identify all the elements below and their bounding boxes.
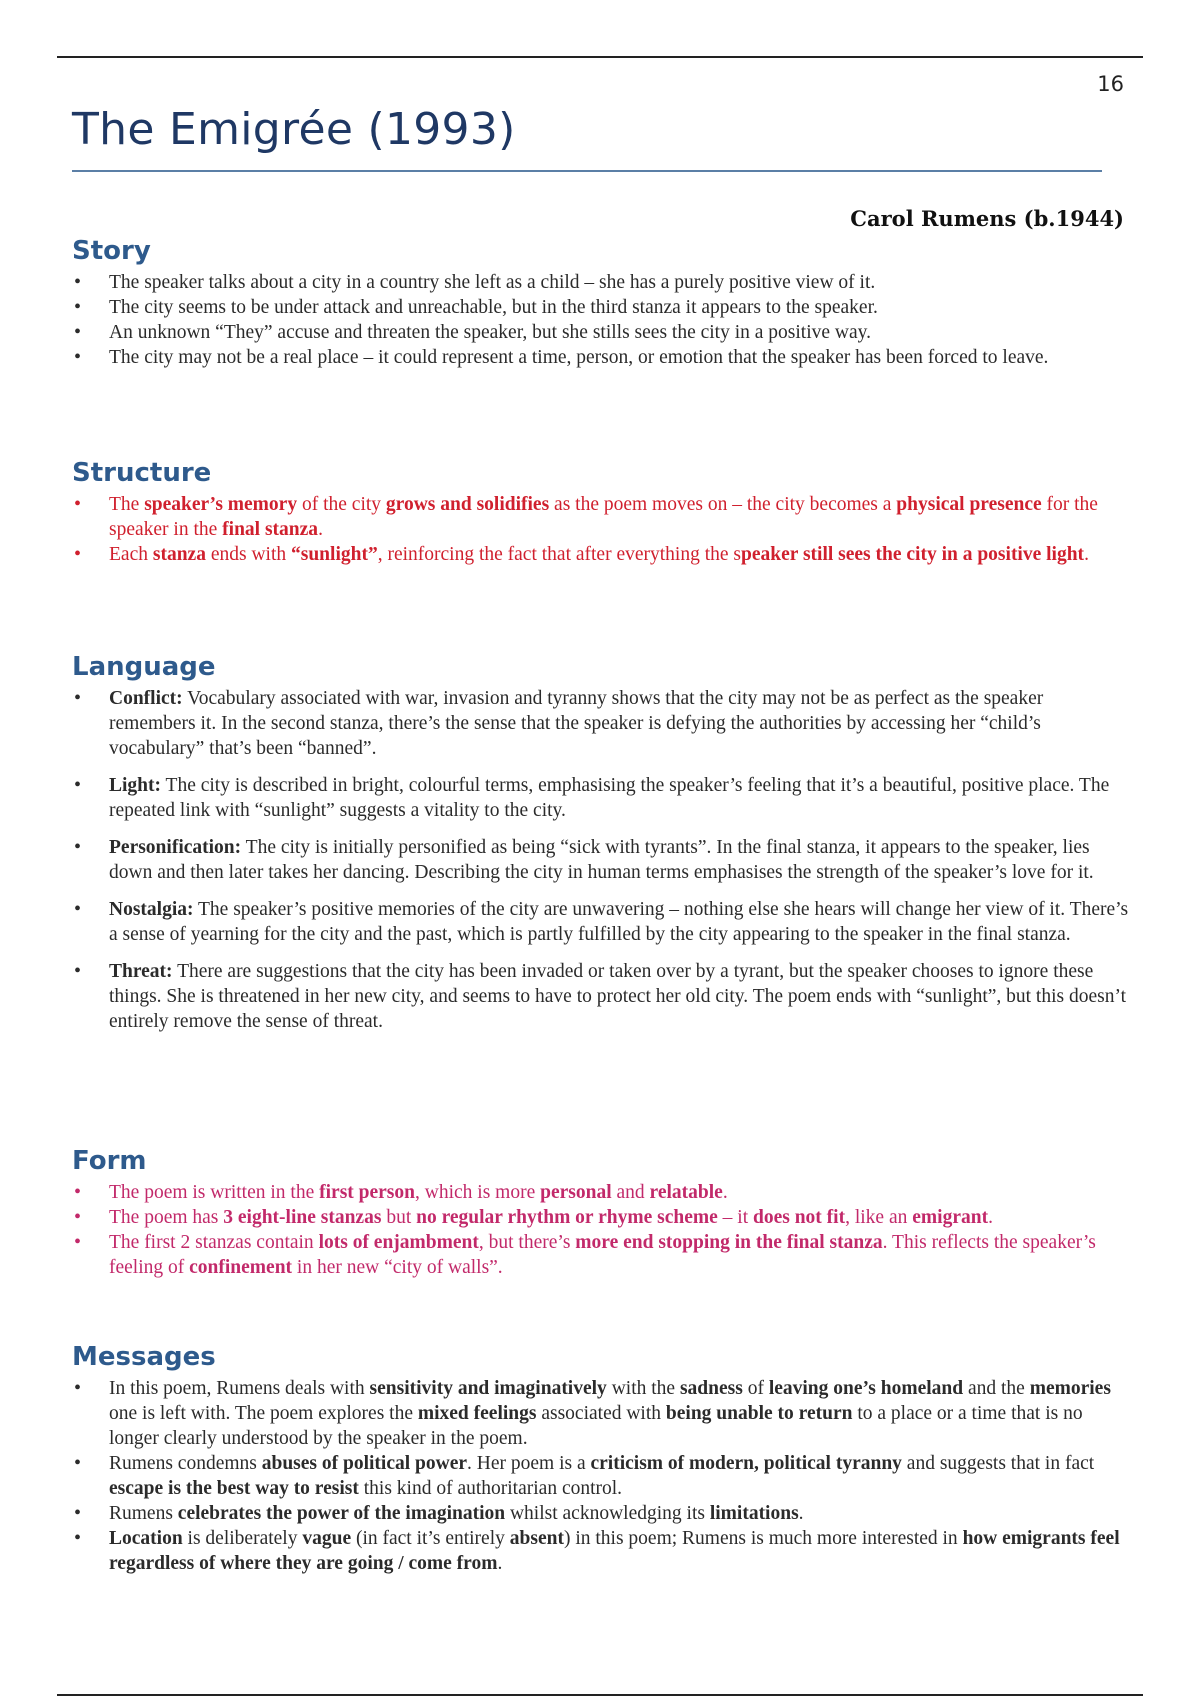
list-item: • The city may not be a real place – it could represent a time, person, or emotion that the speaker has been forced to leave. bbox=[72, 345, 1132, 370]
section-story bbox=[72, 236, 1132, 370]
language-list bbox=[72, 686, 1132, 1034]
list-item: • In this poem, Rumens deals with sensitivity and imaginatively with the sadness of leaving one’s homeland and the memories one is left with. The poem explores the mixed feelings associated with being unable to return to a place or a time that is no longer clearly understood by the speaker in the poem. bbox=[72, 1376, 1132, 1451]
section-messages bbox=[72, 1342, 1132, 1576]
list-item: • Each stanza ends with “sunlight”, reinforcing the fact that after everything the speaker still sees the city in a positive light. bbox=[72, 542, 1132, 567]
story-list bbox=[72, 270, 1132, 370]
list-item: • The speaker’s memory of the city grows and solidifies as the poem moves on – the city becomes a physical presence for the speaker in the final stanza. bbox=[72, 492, 1132, 542]
form-list bbox=[72, 1180, 1132, 1280]
bottom-rule bbox=[57, 1694, 1143, 1696]
list-item: • Personification: The city is initially personified as being “sick with tyrants”. In the final stanza, it appears to the speaker, lies down and then later takes her dancing. Describing the city in human terms emphasises the strength of the speaker’s love for it. bbox=[72, 835, 1132, 885]
list-item: • Rumens celebrates the power of the imagination whilst acknowledging its limitations. bbox=[72, 1501, 1132, 1526]
list-item: • Conflict: Vocabulary associated with war, invasion and tyranny shows that the city may not be as perfect as the speaker remembers it. In the second stanza, there’s the sense that the speaker is defying the authorities by accessing her “child’s vocabulary” that’s been “banned”. bbox=[72, 686, 1132, 761]
author-line: Carol Rumens (b.1944) bbox=[850, 206, 1124, 231]
list-item: • The poem has 3 eight-line stanzas but no regular rhythm or rhyme scheme – it does not fit, like an emigrant. bbox=[72, 1205, 1132, 1230]
list-item: • Light: The city is described in bright, colourful terms, emphasising the speaker’s feeling that it’s a beautiful, positive place. The repeated link with “sunlight” suggests a vitality to the city. bbox=[72, 773, 1132, 823]
section-heading-form: Form bbox=[72, 1146, 147, 1176]
section-heading-story: Story bbox=[72, 236, 151, 266]
top-rule bbox=[57, 56, 1143, 58]
section-structure bbox=[72, 458, 1132, 567]
section-form bbox=[72, 1146, 1132, 1280]
messages-list bbox=[72, 1376, 1132, 1576]
list-item: • Threat: There are suggestions that the city has been invaded or taken over by a tyrant, but the speaker chooses to ignore these things. She is threatened in her new city, and seems to have to protect her old city. The poem ends with “sunlight”, but this doesn’t entirely remove the sense of threat. bbox=[72, 959, 1132, 1034]
list-item: • The poem is written in the first person, which is more personal and relatable. bbox=[72, 1180, 1132, 1205]
page-number: 16 bbox=[1097, 72, 1124, 96]
list-item: • The city seems to be under attack and unreachable, but in the third stanza it appears to the speaker. bbox=[72, 295, 1132, 320]
section-heading-structure: Structure bbox=[72, 458, 212, 488]
list-item: • Rumens condemns abuses of political power. Her poem is a criticism of modern, political tyranny and suggests that in fact escape is the best way to resist this kind of authoritarian control. bbox=[72, 1451, 1132, 1501]
structure-list bbox=[72, 492, 1132, 567]
section-language bbox=[72, 652, 1132, 1046]
list-item: • Nostalgia: The speaker’s positive memories of the city are unwavering – nothing else she hears will change her view of it. There’s a sense of yearning for the city and the past, which is partly fulfilled by the city appearing to the speaker in the final stanza. bbox=[72, 897, 1132, 947]
list-item: • Location is deliberately vague (in fact it’s entirely absent) in this poem; Rumens is much more interested in how emigrants feel regardless of where they are going / come from. bbox=[72, 1526, 1132, 1576]
page-title: The Emigrée (1993) bbox=[72, 104, 516, 155]
list-item: • The first 2 stanzas contain lots of enjambment, but there’s more end stopping in the final stanza. This reflects the speaker’s feeling of confinement in her new “city of walls”. bbox=[72, 1230, 1132, 1280]
list-item: • The speaker talks about a city in a country she left as a child – she has a purely positive view of it. bbox=[72, 270, 1132, 295]
title-underline bbox=[72, 170, 1102, 172]
section-heading-language: Language bbox=[72, 652, 216, 682]
section-heading-messages: Messages bbox=[72, 1342, 216, 1372]
list-item: • An unknown “They” accuse and threaten the speaker, but she stills sees the city in a positive way. bbox=[72, 320, 1132, 345]
